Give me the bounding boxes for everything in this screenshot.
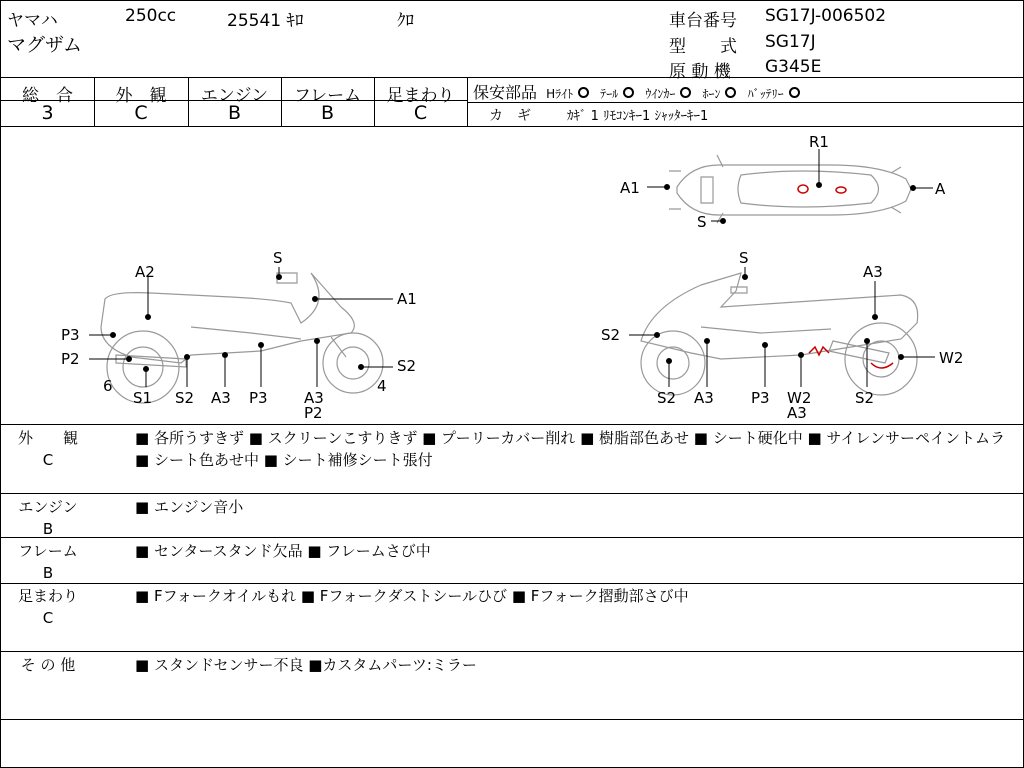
callout-label: A (935, 180, 946, 198)
ok-circle-icon (578, 87, 589, 98)
ok-circle-icon (623, 87, 634, 98)
divider (1, 493, 1023, 494)
callout-label: P3 (249, 389, 268, 407)
callout-label: A3 (863, 263, 883, 281)
safety-item-winker: ｳｲﾝｶｰ (645, 87, 676, 101)
callout-label: S (273, 249, 283, 267)
callout-label: A1 (397, 290, 417, 308)
note-grade: B (42, 520, 54, 538)
grade-label-exterior: 外 観 (115, 86, 167, 106)
note-category-label: フレーム (18, 542, 78, 560)
ok-circle-icon (680, 87, 691, 98)
note-category-label: そ の 他 (20, 656, 76, 674)
callout-labels (61, 133, 963, 422)
callout-label: S2 (657, 389, 677, 407)
grade-label-overall: 総 合 (22, 86, 73, 106)
maker: ヤマハ (7, 11, 58, 31)
ok-circle-icon (725, 87, 736, 98)
callout-label: R1 (809, 133, 829, 151)
keys-label: カ ギ (489, 108, 531, 124)
type-value: SG17J (765, 32, 816, 52)
callout-label: P3 (61, 326, 80, 344)
frame-no-label: 車台番号 (669, 11, 737, 31)
color: ｸﾛ (397, 11, 414, 31)
divider (1, 424, 1023, 425)
note-text-other: ■ スタンドセンサー不良 ■カスタムパーツ:ミラー (135, 656, 477, 674)
note-text-exterior: ■ 各所うすきず ■ スクリーンこすりきず ■ プーリーカバー削れ ■ 樹脂部色あせ ■ シート硬化中 ■ サイレンサーペイントムラ ■ シート色あせ中 ■ シート補修シート張付 (135, 429, 1006, 469)
grade-label-suspension: 足まわり (386, 86, 455, 106)
note-grade: C (42, 609, 54, 627)
callout-label: P3 (751, 389, 770, 407)
grade-value-suspension: C (413, 102, 428, 124)
grade-label-frame: フレーム (293, 86, 362, 106)
engine-value: G345E (765, 57, 822, 77)
damage-diagram (1, 127, 1023, 424)
engine-label: 原 動 機 (669, 62, 731, 82)
safety-item-headlight: Hﾗｲﾄ (546, 87, 574, 101)
note-category-other (3, 654, 93, 676)
callout-label: A1 (620, 179, 640, 197)
type-label: 型 式 (669, 37, 737, 57)
callout-label: S2 (601, 326, 621, 344)
note-category-label: エンジン (18, 498, 78, 516)
callout-label: S1 (133, 389, 153, 407)
grade-label-engine: エンジン (200, 86, 269, 106)
note-text-frame: ■ センタースタンド欠品 ■ フレームさび中 (135, 542, 431, 560)
scooter-right-view (641, 273, 918, 395)
callout-label: P2 (304, 404, 323, 422)
note-grade: C (42, 451, 54, 469)
mileage: 25541 ｷﾛ (227, 11, 304, 31)
divider (1, 583, 1023, 584)
scooter-left-view (101, 273, 383, 403)
frame-no: SG17J-006502 (765, 6, 887, 26)
note-text-engine: ■ エンジン音小 (135, 498, 244, 516)
callout-label: S (739, 249, 749, 267)
callout-lines (89, 149, 935, 387)
callout-label: S (697, 213, 707, 231)
note-category-suspension (3, 585, 93, 629)
callout-label: A3 (211, 389, 231, 407)
note-text-suspension: ■ Fフォークオイルもれ ■ Fフォークダストシールひび ■ Fフォーク摺動部さび中 (135, 587, 689, 605)
note-category-frame (3, 540, 93, 584)
note-category-label: 外 観 (17, 429, 78, 447)
divider (1, 77, 1023, 78)
grade-value-exterior: C (134, 102, 148, 124)
divider (1, 719, 1023, 720)
grade-value-frame: B (320, 102, 335, 124)
note-category-label: 足まわり (17, 587, 78, 605)
callout-label: S2 (175, 389, 195, 407)
safety-parts-label: 保安部品 (473, 83, 538, 102)
keys-value: ｶｷﾞ 1 ﾘﾓｺﾝｷｰ1 ｼｬｯﾀｰｷｰ1 (567, 109, 709, 124)
callout-label: 6 (103, 377, 113, 395)
grade-value-overall: 3 (41, 102, 54, 124)
note-grade: B (42, 564, 54, 582)
callout-label: P2 (61, 350, 80, 368)
divider (1, 537, 1023, 538)
ok-circle-icon (789, 87, 800, 98)
callout-label: W2 (939, 349, 964, 367)
callout-label: 4 (377, 377, 387, 395)
divider (1, 651, 1023, 652)
callout-label: S2 (397, 357, 417, 375)
safety-item-battery: ﾊﾞｯﾃﾘｰ (747, 87, 784, 101)
callout-label: A2 (135, 263, 155, 281)
note-category-exterior (3, 427, 93, 471)
callout-label: A3 (787, 404, 807, 422)
safety-item-tail: ﾃｰﾙ (600, 87, 619, 101)
callout-label: S2 (855, 389, 875, 407)
safety-parts-row (473, 80, 806, 103)
safety-item-horn: ﾎｰﾝ (702, 87, 721, 101)
callout-label: A3 (694, 389, 714, 407)
model-name: マグザム (7, 34, 83, 56)
displacement: 250cc (125, 6, 177, 26)
callout-label: A3 (304, 389, 324, 407)
callout-label: W2 (787, 389, 812, 407)
note-category-engine (3, 496, 93, 540)
grade-value-engine: B (227, 102, 242, 124)
